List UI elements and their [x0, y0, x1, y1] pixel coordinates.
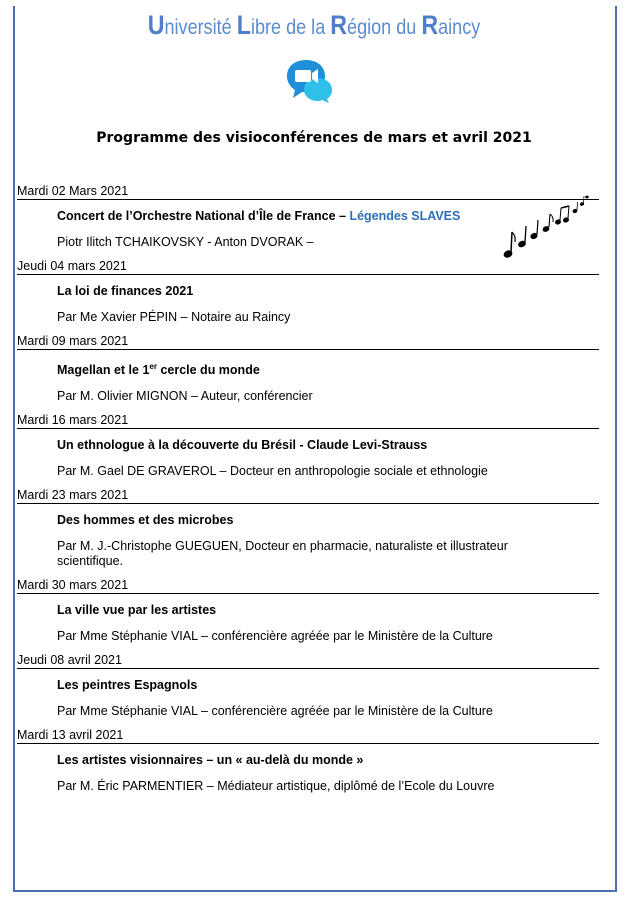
event-date: Mardi 02 Mars 2021: [17, 184, 599, 200]
event-speaker: Par M. Éric PARMENTIER – Médiateur artistique, diplômé de l’Ecole du Louvre: [57, 779, 495, 794]
event-date: Mardi 23 mars 2021: [17, 488, 599, 504]
event-title-text: Magellan et le 1: [57, 363, 150, 378]
event-title: [57, 359, 607, 378]
event-speaker: Par Me Xavier PÉPIN – Notaire au Raincy: [57, 310, 291, 324]
event-title-text: cercle du monde: [156, 363, 260, 378]
event-item: [17, 578, 607, 644]
event-date: Mardi 09 mars 2021: [17, 334, 599, 350]
title-word: niversité: [164, 16, 237, 39]
event-title: Les artistes visionnaires – un « au-delà du monde »: [57, 753, 364, 768]
university-title: [44, 10, 584, 41]
ordinal-superscript: er: [149, 362, 157, 371]
program-title: Programme des visioconférences de mars et avril 2021: [96, 130, 532, 146]
video-chat-icon: [284, 56, 334, 104]
title-initial: L: [236, 10, 251, 40]
event-item: [17, 653, 607, 719]
event-title: La loi de finances 2021: [57, 284, 194, 298]
event-speaker: Par Mme Stéphanie VIAL – conférencière agréée par le Ministère de la Culture: [57, 704, 493, 719]
event-item: [17, 184, 607, 250]
event-title: Un ethnologue à la découverte du Brésil - Claude Levi-Strauss: [57, 438, 428, 453]
event-title: [57, 209, 607, 224]
title-word: ibre de la: [250, 16, 331, 39]
event-title-text: Concert de l’Orchestre National d’Île de France –: [57, 209, 350, 223]
title-initial: R: [330, 10, 348, 40]
title-word: égion du: [347, 16, 422, 39]
event-date: Jeudi 08 avril 2021: [17, 653, 599, 669]
event-item: [17, 334, 607, 404]
event-date: Mardi 16 mars 2021: [17, 413, 599, 429]
event-list: [17, 184, 607, 803]
event-speaker: Piotr Ilitch TCHAIKOVSKY - Anton DVORAK –: [57, 235, 314, 249]
event-date: Mardi 30 mars 2021: [17, 578, 599, 594]
event-item: [17, 488, 607, 569]
event-date: Jeudi 04 mars 2021: [17, 259, 599, 275]
event-speaker: Par M. J.-Christophe GUEGUEN, Docteur en pharmacie, naturaliste et illustrateur scientifique.: [57, 539, 508, 569]
event-item: [17, 728, 607, 794]
event-title-accent: Légendes SLAVES: [349, 209, 461, 223]
event-speaker: Par M. Olivier MIGNON – Auteur, conférencier: [57, 389, 313, 404]
title-initial: U: [147, 10, 165, 40]
event-item: [17, 413, 607, 479]
event-date: Mardi 13 avril 2021: [17, 728, 599, 744]
event-speaker: Par Mme Stéphanie VIAL – conférencière agréée par le Ministère de la Culture: [57, 629, 493, 644]
title-initial: R: [421, 10, 439, 40]
title-word: aincy: [438, 16, 481, 39]
event-title: Des hommes et des microbes: [57, 513, 234, 528]
event-title: La ville vue par les artistes: [57, 603, 217, 618]
event-title: Les peintres Espagnols: [57, 678, 198, 693]
event-item: [17, 259, 607, 325]
event-speaker: Par M. Gael DE GRAVEROL – Docteur en anthropologie sociale et ethnologie: [57, 464, 488, 479]
